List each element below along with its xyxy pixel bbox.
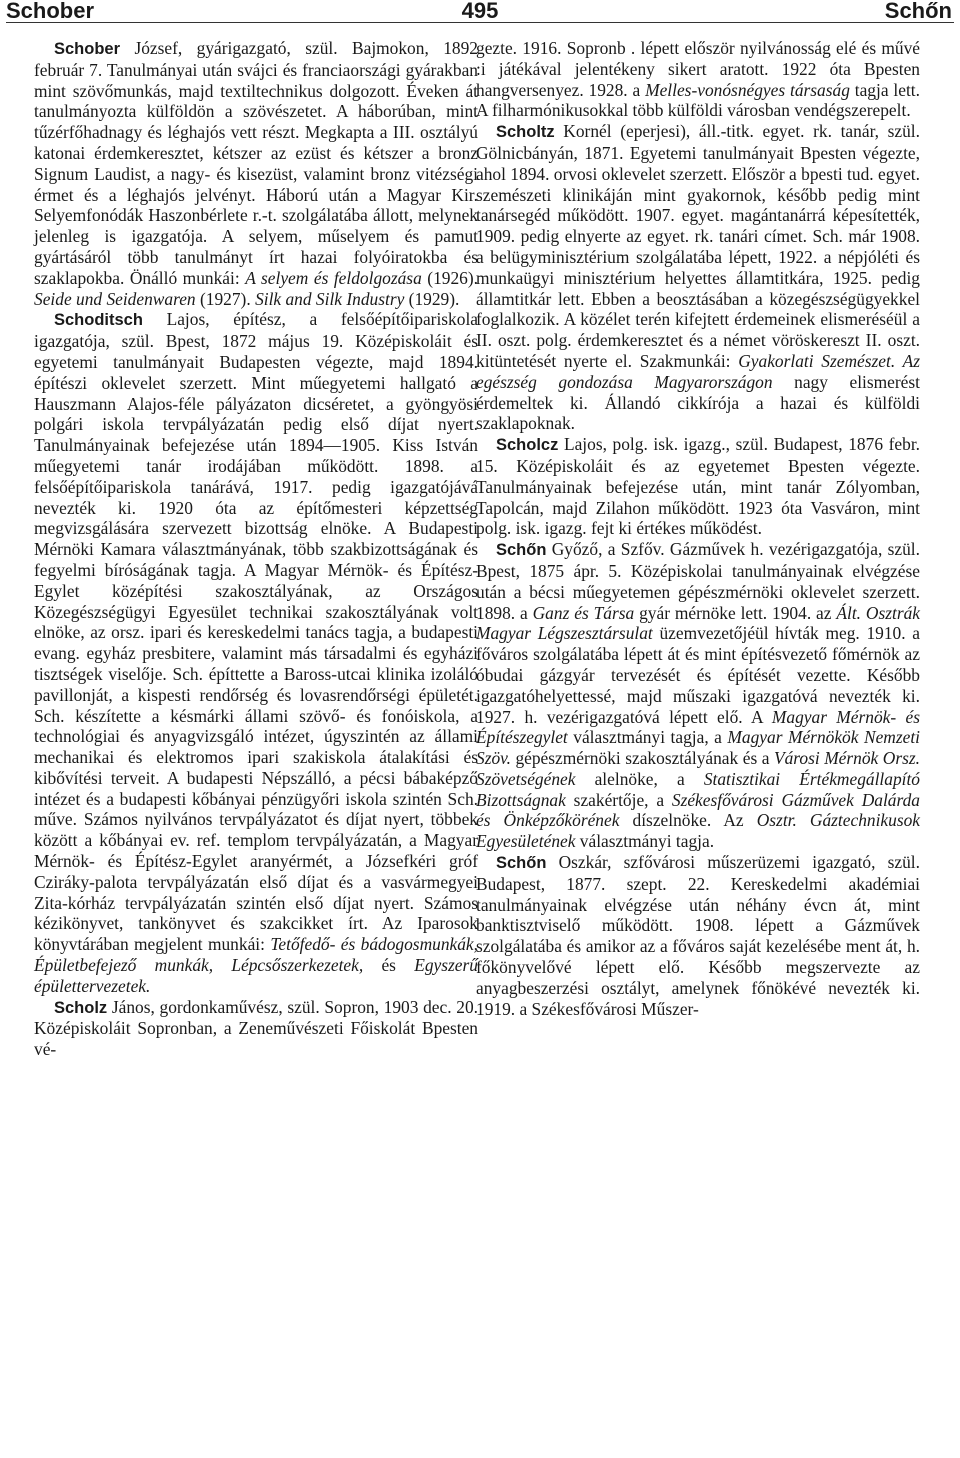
left-column — [34, 38, 478, 1060]
entry-italic-title: Melles-vonósnégyes társaság — [645, 79, 850, 100]
entry-headword: Schőn — [496, 854, 547, 873]
biography-entry — [476, 852, 920, 1019]
entry-text: választmányi tagja, a — [567, 727, 728, 748]
running-header — [0, 0, 960, 30]
entry-text: alelnöke, a — [575, 768, 704, 789]
page-number: 495 — [461, 0, 499, 23]
entry-italic-title: Statisztikai Értékmegállapító Bizottságnak — [476, 768, 921, 810]
entry-text: nagy elismerést érdemeltek ki. Állandó cikkírója a hazai és külföldi szaklapoknak. — [476, 371, 920, 434]
entry-text: Győző, a Szfőv. Gázművek h. vezérigazgatója, szül. Bpest, 1875 ápr. 5. Középiskolai tanulmányainak elvégzése után a bécsi műegyetemen gépészmérnöki oklevelet szerzett. 1898. a — [476, 539, 920, 623]
biography-entry — [476, 434, 920, 539]
entry-text: választmányi tagja. — [575, 831, 715, 852]
entry-italic-title: Gyakorlati Szemészet. Az egészség gondozása Magyarországon — [476, 350, 920, 392]
entry-italic-title: Seide und Seidenwaren — [34, 288, 196, 309]
entry-text: József, gyárigazgató, szül. Bajmokon, 1892 február 7. Tanulmányai után svájci és franciaországi gyárakban mint szövőmunkás, majd textiltechnikus dolgozott. Éveken át tanulmányozta külföldön a szövészetet. A háborúban, mint tűzérfőhadnagy és léghajós vett részt. Megkapta a III. osztályú katonai érdemkeresztet, kétszer az ezüst és kétszer a bronz Signum Laudist, a nagy- és kisezüst, valamint bronz vitézségi érmet és a léghajós jelvényt. Háború után a Magyar Kir. Selyemfonódák Haszonbérlete r.-t. szolgálatába állott, melynek jelenleg is igazgatója. A selyem, műselyem és pamut gyártásáról több tanulmányt írt hazai folyóiratokba és szaklapokba. Önálló munkái: — [34, 38, 478, 288]
biography-entry — [476, 121, 920, 434]
header-left-guide-word: Schober — [6, 0, 95, 23]
entry-text: díszelnöke. Az — [619, 810, 757, 831]
entry-text: (1927). — [195, 288, 256, 309]
biography-entry — [476, 38, 920, 121]
entry-italic-title: Magyar Mérnökök Nemzeti Szöv. — [476, 727, 920, 769]
entry-text: gépészmérnöki szakosztályának és a — [510, 748, 774, 769]
right-column — [476, 38, 920, 1019]
entry-headword: Scholz — [54, 998, 108, 1017]
entry-headword: Scholcz — [496, 436, 559, 455]
biography-entry — [34, 997, 478, 1060]
header-rule — [6, 22, 954, 23]
entry-italic-title: Ganz és Társa — [532, 602, 635, 623]
entry-italic-title: Székesfővárosi Gázművek Dalárda és Önképzőkörének — [476, 789, 920, 831]
entry-text: és — [363, 955, 415, 976]
entry-text: (1929). — [404, 288, 460, 309]
entry-text: szakértője, a — [565, 789, 672, 810]
entry-italic-title: Magyar Mérnök- és Építészegylet — [476, 706, 920, 748]
entry-headword: Schoditsch — [54, 311, 143, 330]
entry-headword: Schőn — [496, 541, 547, 560]
entry-text: gezte. 1916. Sopronb . lépett először nyilvánosság elé és művé :i játékával jelentékeny sikert aratott. 1922 óta Bpesten hangversenyez. 1928. a — [476, 38, 920, 100]
entry-text: (1926). — [421, 267, 479, 288]
entry-text: üzemvezetőjéül hívták meg. 1910. a főváros szolgálatába lépett át és mint építésvezető főmérnök az óbudai gázgyár tervezését és építését vezette. Később igazgatóhelyettessé, majd műszaki igazgatóvá nevezték ki. 1927. h. vezérigazgatóvá lépett elő. A — [476, 623, 920, 727]
entry-italic-title: Ált. Osztrák Magyar Légszesztársulat — [476, 602, 921, 644]
biography-entry — [476, 539, 920, 852]
entry-headword: Scholtz — [496, 123, 555, 142]
entry-italic-title: Silk and Silk Industry — [255, 288, 405, 309]
entry-italic-title: Osztr. Gáztechnikusok Egyesületének — [476, 810, 921, 852]
entry-italic-title: Egyszerű épülettervezetek. — [34, 955, 478, 996]
entry-text: Oszkár, szfővárosi műszerüzemi igazgató, szül. Budapest, 1877. szept. 22. Kereskedelmi akadémiai tanulmányainak elvégzése után néhány évcn át, mint banktisztviselő működött. 1908. lépett a Gázművek szolgálatába és amikor az a főváros saját kezelésébe ment át, h. főkönyvelővé lépett elő. Később megszervezte az anyagbeszerzési osztályt, amelynek főnökévé nevezték ki. 1919. a Székesfővárosi Műszer- — [476, 852, 920, 1019]
entry-text: Lajos, polg. isk. igazg., szül. Budapest, 1876 febr. 15. Középiskoláit és az egyetemet Bpesten végezte. Tanulmányainak befejezése után, mint tanár Zólyomban, Tapolcán, majd Zilahon működött. 1923 óta Vasváron, mint polg. isk. igazg. fejt ki értékes működést. — [476, 434, 920, 539]
entry-text: János, gordonkaművész, szül. Sopron, 1903 dec. 20. Középiskoláit Sopronban, a Zeneművészeti Főiskolát Bpesten vé- — [34, 996, 478, 1060]
entry-text: Lajos, építész, a felsőépítőipariskola igazgatója, szül. Bpest, 1872 május 19. Középiskoláit és egyetemi tanulmányait Budapesten végezte, majd 1894. építészi oklevelet szerzett. Mint műegyetemi hallgató a Hauszmann Alajos-féle pályázaton dicséretet, a gyöngyösi polgári iskola tervpályázatán pedig első díjat nyert. Tanulmányainak befejezése után 1894—1905. Kiss István műegyetemi tanár irodájában működött. 1898. a felsőépítőipariskola tanárává, 1917. pedig igazgatójává nevezték ki. 1920 óta az építőmesteri képzettség megvizsgálására szervezett bizottság elnöke. A Budapesti Mérnöki Kamara választmányának, több szakbizottságának és fegyelmi bíróságának tagja. A Magyar Mérnök- és Építész-Egylet középítési szakosztályának, az Országos Közegészségügyi Egyesület technikai szakosztályának volt elnöke, az orsz. ipari és kereskedelmi tanács tagja, a budapesti evang. egyház presbitere, valamint más társadalmi és egyházi tisztségek viselője. Sch. építtette a Baross-utcai klinika izoláló pavillonját, a kispesti rendőrség és lovasrendőrségi épületét. Sch. készítette a késmárki állami szövő- és fonóiskola, a technológiai és anyagvizsgáló intézet, úgyszintén az állami mechanikai és elektromos ipari szakiskola átalakítási és kibővítési terveit. A budapesti Népszálló, a pécsi bábaképző intézet és a budapesti kőbányai pénzügyőri iskola szintén Sch. műve. Számos nyilvános tervpályázatot és díjat nyert, többek között a kőbányai ev. ref. templom tervpályázatán, a Magyar Mérnök- és Építész-Egylet aranyérmét, a Józsefkéri gróf Cziráky-palota tervpályázatán első díjat és a vasvármegyei Zita-kórház tervpályázatán szintén első díjat nyert. Számos kézikönyvet, tankönyvet és szakcikket írt. Az Iparosok könyvtárában megjelent munkái: — [34, 309, 478, 955]
entry-text: Kornél (eperjesi), áll.-titk. egyet. rk. tanár, szül. Gölnicbányán, 1871. Egyetemi tanulmányait Bpesten végezte, ahol 1894. orvosi oklevelet szerzett. Először a bpesti tud. egyet. szemészeti klinikáján mint gyakornok, később pedig mint tanársegéd működött. 1907. egyet. magántanárrá képesítették, 1909. pedig elnyerte az egyet. rk. tanári címet. Sch. már 1908. a belügyminisztérium szolgálatába lépett, 1922. a népjóléti és munkaügyi minisztérium helyettes államtitkára, 1925. pedig államtitkár lett. Ebben a beosztásában a közegészségügyekkel foglalkozik. A közélet terén kifejtett érdemeinek elismeréséül a II. oszt. polg. érdemkeresztet és a német vöröskereszt II. oszt. kitüntetését nyerte el. Szakmunkái: — [476, 121, 920, 371]
entry-italic-title: Tetőfedő- és bádogosmunkák, Épületbefejező munkák, Lépcsőszerkezetek, — [34, 934, 478, 976]
biography-entry — [34, 309, 478, 996]
entry-italic-title: Városi Mérnök Orsz. Szövetségének — [476, 748, 920, 789]
entry-text: tagja lett. A filharmónikusokkal több külföldi városban vendégszerepelt. — [476, 79, 920, 121]
entry-headword: Schober — [54, 40, 121, 58]
entry-text: gyár mérnöke lett. 1904. az — [634, 602, 837, 623]
entry-italic-title: A selyem és feldolgozása — [245, 267, 422, 288]
biography-entry — [34, 38, 478, 309]
header-right-guide-word: Schőn — [884, 0, 952, 23]
